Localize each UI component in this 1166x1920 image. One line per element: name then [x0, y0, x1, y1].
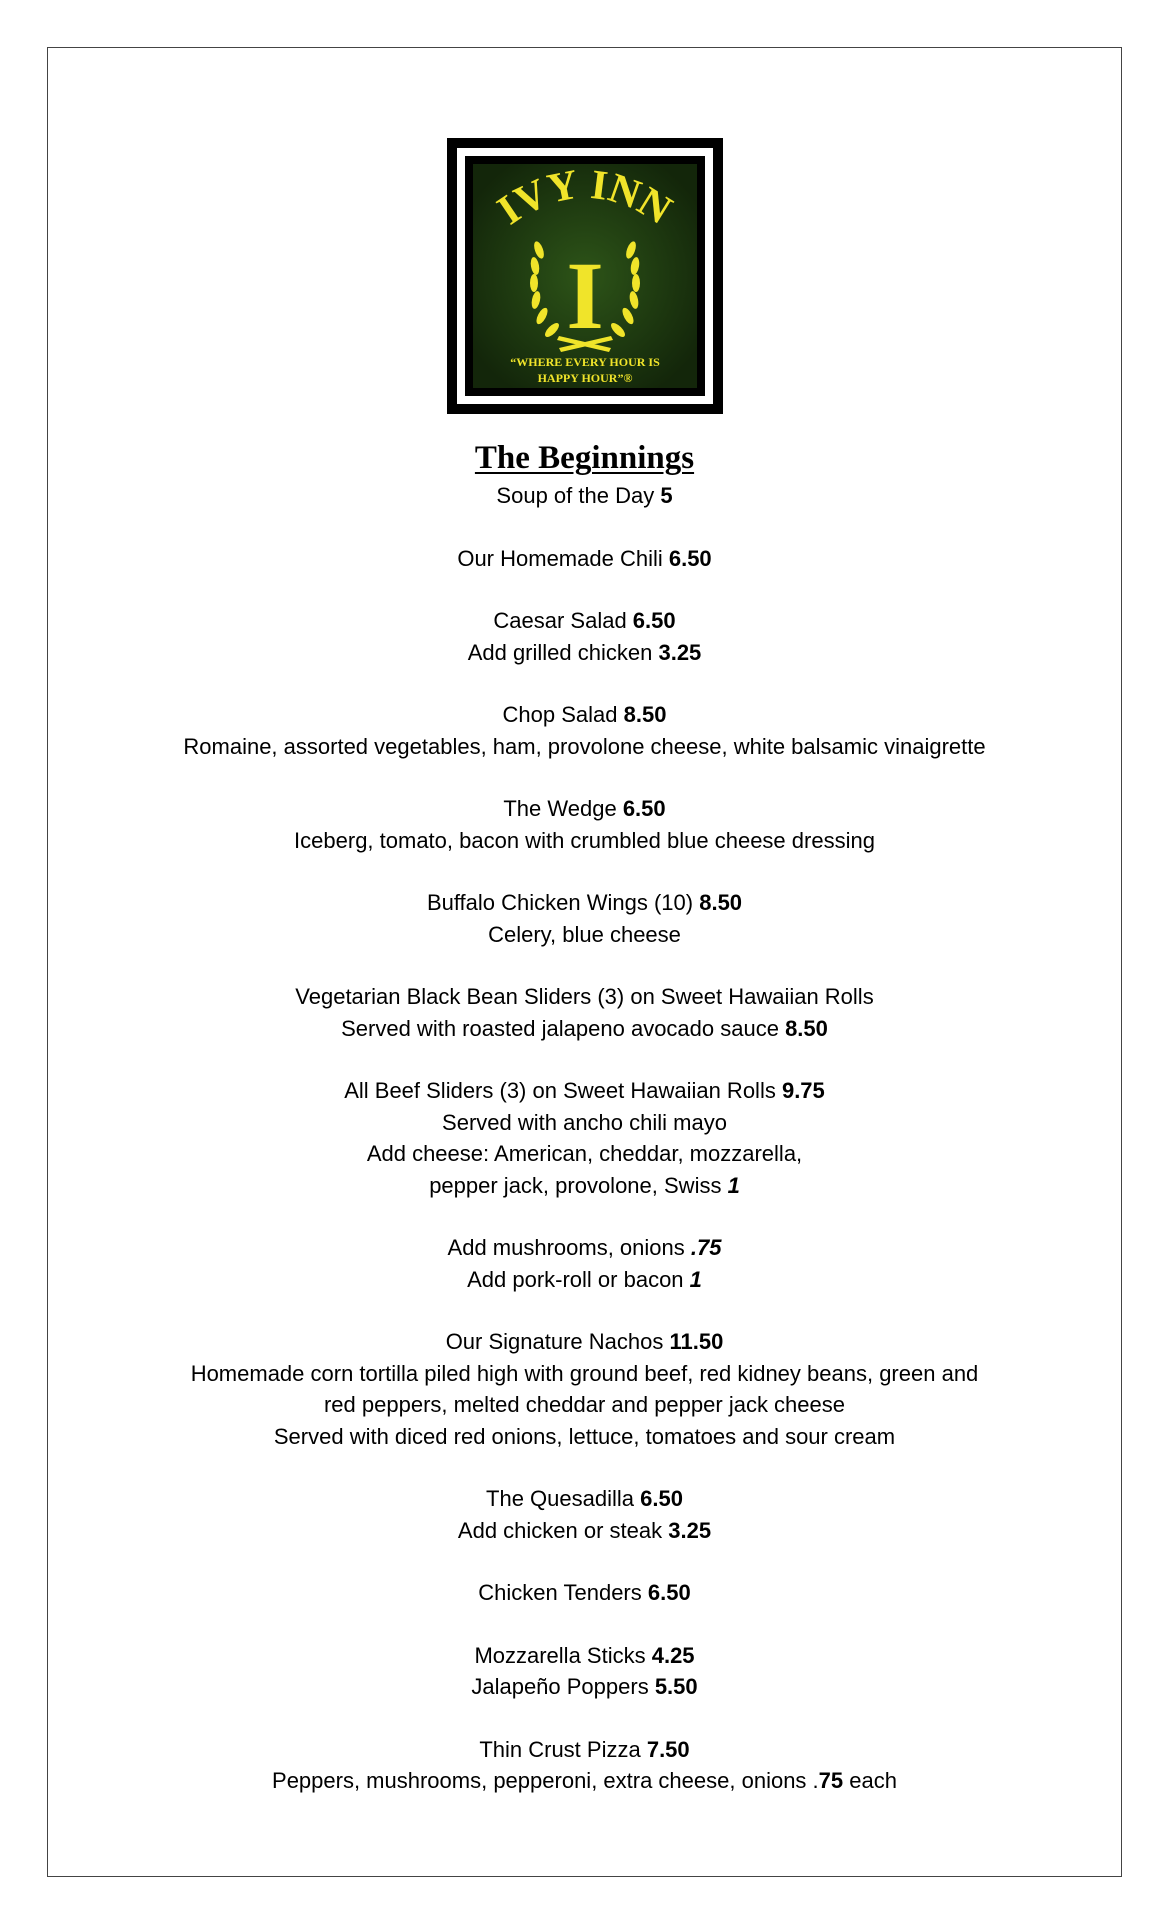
menu-line-text: Peppers, mushrooms, pepperoni, extra cheese, onions . [272, 1768, 819, 1793]
ivy-inn-logo [447, 138, 723, 414]
menu-price: 6.50 [640, 1486, 683, 1511]
menu-line [47, 1765, 1122, 1797]
menu-item-group [47, 605, 1122, 668]
menu-line-text: Add cheese: American, cheddar, mozzarella, [366, 1141, 803, 1166]
menu-line-text: Caesar Salad [493, 608, 633, 633]
menu-line [47, 699, 1122, 731]
menu-line [47, 981, 1122, 1013]
menu-line-text: Buffalo Chicken Wings (10) [426, 890, 700, 915]
menu-line-text: pepper jack, provolone, Swiss [429, 1172, 728, 1198]
menu-price: 6.50 [632, 608, 676, 633]
menu-line-text: Homemade corn tortilla piled high with ground beef, red kidney beans, green and [190, 1360, 979, 1386]
menu-price: 8.50 [699, 890, 743, 915]
menu-item-group [47, 793, 1122, 856]
menu-line [47, 1358, 1122, 1390]
menu-price: 4.25 [651, 1642, 695, 1668]
menu-price: 6.50 [647, 1580, 691, 1605]
menu-line [47, 1577, 1122, 1609]
menu-line-text: The Wedge [503, 796, 623, 821]
menu-line [47, 1389, 1122, 1421]
menu-line [47, 887, 1122, 919]
menu-item-group [47, 887, 1122, 950]
menu-price: 9.75 [781, 1078, 825, 1103]
menu-line [47, 1013, 1122, 1045]
menu-line [47, 1264, 1122, 1296]
menu-line-text: Add pork-roll or bacon [467, 1266, 690, 1292]
menu-item-group [47, 543, 1122, 575]
menu-line [47, 919, 1122, 951]
menu-price: 8.50 [623, 702, 667, 727]
menu-item-group [47, 1734, 1122, 1797]
menu-item-group [47, 480, 1122, 512]
menu-addon-price: 1 [727, 1172, 740, 1198]
menu-line-text: Served with diced red onions, lettuce, tomatoes and sour cream [273, 1423, 896, 1449]
menu-line [47, 480, 1122, 512]
menu-line [47, 637, 1122, 669]
logo-tagline-2: HAPPY HOUR”® [537, 371, 633, 385]
menu-line-text: Mozzarella Sticks [474, 1642, 652, 1668]
menu-item-group [47, 1232, 1122, 1295]
menu-line-text: Iceberg, tomato, bacon with crumbled blue cheese dressing [294, 827, 875, 853]
menu-line [47, 1107, 1122, 1139]
menu-price: 7.50 [646, 1736, 690, 1762]
menu-line-text: Add mushrooms, onions [447, 1235, 691, 1260]
menu-line [47, 731, 1122, 763]
menu-line [47, 793, 1122, 825]
menu-line-text: Add chicken or steak [457, 1517, 669, 1543]
menu-line [47, 1170, 1122, 1202]
menu-line-text: Thin Crust Pizza [479, 1736, 647, 1762]
menu-items [47, 480, 1122, 1797]
menu-price: 3.25 [658, 639, 702, 665]
menu-item-group [47, 1326, 1122, 1452]
menu-item-group [47, 699, 1122, 762]
menu-line [47, 1138, 1122, 1170]
menu-line-text: Our Homemade Chili [457, 545, 669, 571]
menu-addon-price: 1 [689, 1266, 702, 1292]
menu-line-text: The Quesadilla [486, 1486, 641, 1511]
menu-line-text: Celery, blue cheese [488, 921, 681, 947]
menu-line-text: All Beef Sliders (3) on Sweet Hawaiian Rolls [344, 1078, 782, 1103]
menu-line-text: Our Signature Nachos [445, 1329, 670, 1354]
menu-line-text: Jalapeño Poppers [471, 1674, 655, 1699]
menu-line [47, 1326, 1122, 1358]
menu-item-group [47, 1483, 1122, 1546]
menu-line [47, 1734, 1122, 1766]
menu-line [47, 1671, 1122, 1703]
menu-line [47, 1483, 1122, 1515]
menu-line [47, 1515, 1122, 1547]
menu-price: 6.50 [622, 796, 666, 821]
menu-line-text: red peppers, melted cheddar and pepper jack cheese [323, 1392, 845, 1417]
menu-price: 6.50 [668, 545, 712, 571]
menu-line-text: Chop Salad [502, 702, 624, 727]
menu-price: 3.25 [668, 1517, 712, 1543]
menu-line-text: Romaine, assorted vegetables, ham, provolone cheese, white balsamic vinaigrette [183, 733, 986, 759]
menu-line [47, 1421, 1122, 1453]
menu-price: 8.50 [785, 1015, 828, 1041]
menu-line-text: Chicken Tenders [478, 1580, 648, 1605]
menu-line [47, 825, 1122, 857]
menu-line [47, 1640, 1122, 1672]
menu-price: 5 [660, 483, 673, 508]
menu-line-text: Served with ancho chili mayo [442, 1109, 727, 1135]
menu-line-text: Add grilled chicken [467, 639, 659, 665]
menu-addon-price: .75 [690, 1235, 722, 1260]
menu-item-group [47, 981, 1122, 1044]
menu-line [47, 1232, 1122, 1264]
menu-line [47, 1075, 1122, 1107]
menu-item-group [47, 1075, 1122, 1201]
menu-item-group [47, 1640, 1122, 1703]
menu-line-suffix: each [843, 1768, 897, 1793]
menu-price: 75 [818, 1768, 844, 1793]
section-title: The Beginnings [474, 440, 695, 476]
menu-price: 5.50 [654, 1674, 698, 1699]
menu-item-group [47, 1577, 1122, 1609]
logo-tagline-1: “WHERE EVERY HOUR IS [510, 355, 660, 369]
menu-line [47, 605, 1122, 637]
menu-line-text: Vegetarian Black Bean Sliders (3) on Sweet Hawaiian Rolls [295, 984, 874, 1009]
menu-line [47, 543, 1122, 575]
menu-section [47, 436, 1122, 1828]
logo-monogram: I [566, 242, 604, 349]
menu-price: 11.50 [669, 1329, 724, 1354]
menu-line-text: Soup of the Day [496, 483, 661, 508]
logo-name: IVY INN [489, 161, 680, 234]
menu-line-text: Served with roasted jalapeno avocado sauce [341, 1015, 786, 1041]
